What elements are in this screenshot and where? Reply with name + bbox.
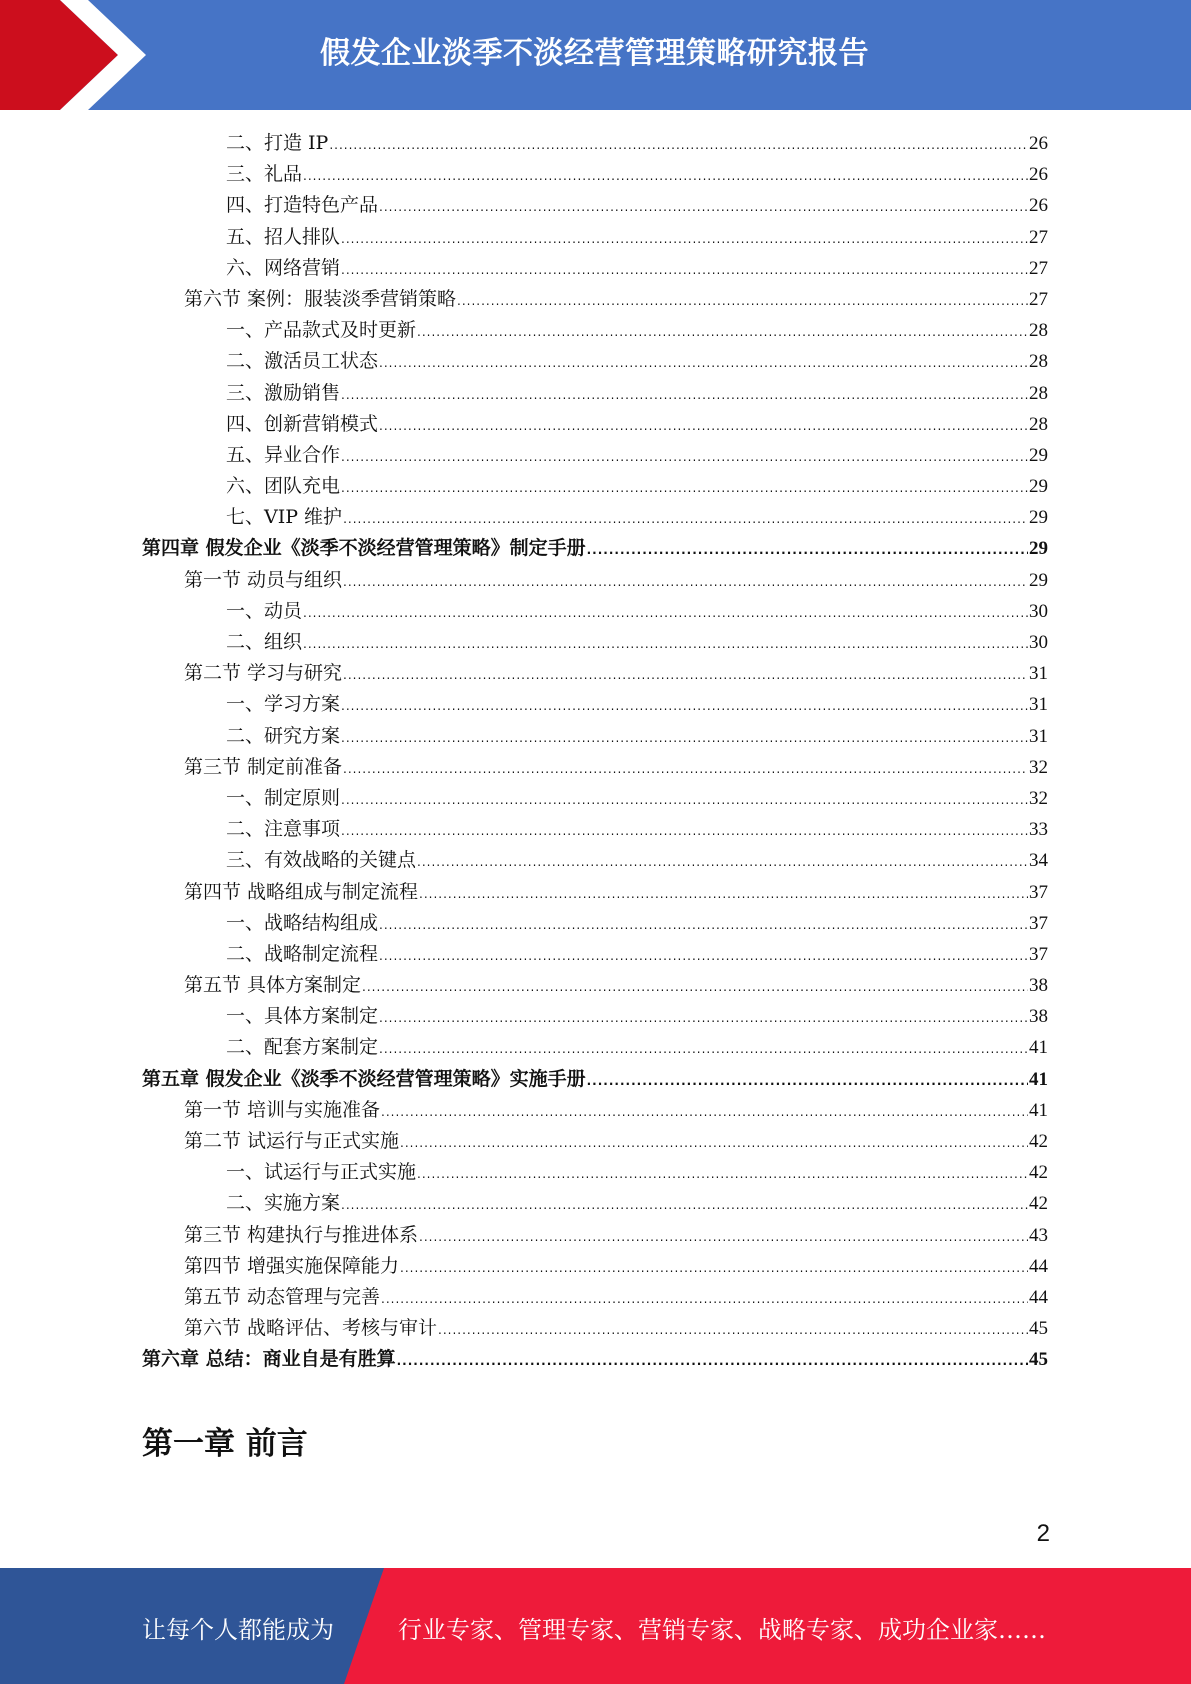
toc-entry[interactable] <box>142 409 1048 440</box>
toc-dot-leader <box>341 380 1028 411</box>
toc-dot-leader <box>343 504 1028 535</box>
toc-entry[interactable] <box>142 1157 1048 1188</box>
toc-entry-label: 第五章 假发企业《淡季不淡经营管理策略》实施手册 <box>142 1067 586 1090</box>
toc-entry-label: 第五节 动态管理与完善 <box>184 1285 381 1308</box>
toc-dot-leader <box>587 1066 1028 1097</box>
toc-entry-label: 第四节 战略组成与制定流程 <box>184 880 419 903</box>
toc-entry-label: 第五节 具体方案制定 <box>184 974 362 997</box>
toc-entry-page: 26 <box>1029 164 1048 186</box>
toc-dot-leader <box>379 192 1028 223</box>
toc-entry-page: 32 <box>1029 787 1048 809</box>
toc-entry[interactable] <box>142 908 1048 939</box>
toc-entry-label: 二、研究方案 <box>226 724 341 747</box>
toc-entry-page: 31 <box>1029 725 1048 747</box>
toc-entry[interactable] <box>142 939 1048 970</box>
toc-entry-page: 32 <box>1029 756 1048 778</box>
toc-entry-label: 七、VIP 维护 <box>226 506 343 529</box>
toc-entry-page: 29 <box>1029 444 1048 466</box>
toc-entry-page: 28 <box>1029 382 1048 404</box>
toc-entry-page: 29 <box>1029 507 1048 529</box>
toc-dot-leader <box>438 1315 1028 1346</box>
toc-dot-leader <box>341 224 1028 255</box>
toc-dot-leader <box>417 1159 1028 1190</box>
toc-entry[interactable] <box>142 565 1048 596</box>
toc-entry-page: 41 <box>1029 1037 1048 1059</box>
report-title: 假发企业淡季不淡经营管理策略研究报告 <box>320 36 869 71</box>
toc-entry-label: 一、制定原则 <box>226 786 341 809</box>
toc-entry-label: 二、配套方案制定 <box>226 1036 379 1059</box>
toc-entry-label: 第一节 培训与实施准备 <box>184 1098 381 1121</box>
toc-entry[interactable] <box>142 440 1048 471</box>
toc-entry-page: 45 <box>1029 1349 1048 1371</box>
toc-entry-page: 34 <box>1029 850 1048 872</box>
toc-entry[interactable] <box>142 970 1048 1001</box>
toc-entry-label: 五、异业合作 <box>226 443 341 466</box>
toc-dot-leader <box>381 1097 1028 1128</box>
toc-entry-page: 37 <box>1029 881 1048 903</box>
toc-entry-page: 37 <box>1029 912 1048 934</box>
toc-entry-label: 一、具体方案制定 <box>226 1005 379 1028</box>
page-footer-banner <box>0 1568 1191 1684</box>
toc-dot-leader <box>419 1222 1028 1253</box>
toc-entry-page: 41 <box>1029 1099 1048 1121</box>
toc-entry-label: 一、学习方案 <box>226 693 341 716</box>
toc-entry[interactable] <box>142 128 1048 159</box>
toc-entry[interactable] <box>142 877 1048 908</box>
toc-entry[interactable] <box>142 253 1048 284</box>
toc-dot-leader <box>379 941 1028 972</box>
toc-entry-page: 42 <box>1029 1193 1048 1215</box>
toc-entry[interactable] <box>142 1344 1048 1375</box>
toc-dot-leader <box>397 1346 1028 1377</box>
toc-entry[interactable] <box>142 1220 1048 1251</box>
toc-entry-label: 第四章 假发企业《淡季不淡经营管理策略》制定手册 <box>142 537 586 560</box>
toc-entry[interactable] <box>142 658 1048 689</box>
toc-entry[interactable] <box>142 284 1048 315</box>
toc-entry[interactable] <box>142 814 1048 845</box>
toc-entry[interactable] <box>142 346 1048 377</box>
toc-entry-label: 第六节 战略评估、考核与审计 <box>184 1317 438 1340</box>
toc-entry[interactable] <box>142 1126 1048 1157</box>
toc-entry[interactable] <box>142 845 1048 876</box>
toc-entry[interactable] <box>142 1251 1048 1282</box>
toc-entry-page: 33 <box>1029 819 1048 841</box>
toc-entry-page: 41 <box>1029 1068 1048 1090</box>
toc-entry-page: 27 <box>1029 288 1048 310</box>
toc-entry-page: 37 <box>1029 943 1048 965</box>
toc-entry-page: 31 <box>1029 694 1048 716</box>
toc-entry-label: 三、有效战略的关键点 <box>226 849 417 872</box>
toc-entry-page: 28 <box>1029 413 1048 435</box>
chapter-heading: 第一章 前言 <box>142 1426 308 1462</box>
toc-entry-page: 27 <box>1029 226 1048 248</box>
toc-entry[interactable] <box>142 1064 1048 1095</box>
toc-entry-label: 二、组织 <box>226 631 303 653</box>
toc-entry-page: 30 <box>1029 600 1048 622</box>
toc-entry-page: 26 <box>1029 133 1048 154</box>
toc-entry-page: 28 <box>1029 320 1048 342</box>
toc-entry[interactable] <box>142 689 1048 720</box>
toc-entry-label: 一、试运行与正式实施 <box>226 1161 417 1184</box>
toc-entry-label: 第一节 动员与组织 <box>184 568 343 591</box>
toc-dot-leader <box>400 1253 1028 1284</box>
toc-entry[interactable] <box>142 783 1048 814</box>
toc-entry-label: 六、团队充电 <box>226 475 341 498</box>
toc-dot-leader <box>341 785 1028 816</box>
toc-entry-page: 38 <box>1029 975 1048 997</box>
toc-entry[interactable] <box>142 627 1048 658</box>
toc-dot-leader <box>341 473 1028 504</box>
toc-entry[interactable] <box>142 315 1048 346</box>
toc-entry[interactable] <box>142 159 1048 190</box>
toc-entry-label: 三、礼品 <box>226 163 303 186</box>
page-header-banner <box>0 0 1191 110</box>
toc-entry-page: 29 <box>1029 476 1048 498</box>
toc-dot-leader <box>303 161 1028 192</box>
toc-entry-label: 二、注意事项 <box>226 818 341 841</box>
toc-entry[interactable] <box>142 378 1048 409</box>
toc-dot-leader <box>381 1284 1028 1315</box>
toc-entry-page: 44 <box>1029 1286 1048 1308</box>
toc-entry-page: 43 <box>1029 1224 1048 1246</box>
toc-entry-label: 第二节 试运行与正式实施 <box>184 1130 400 1152</box>
toc-entry-label: 一、产品款式及时更新 <box>226 319 417 342</box>
toc-entry-label: 第三节 制定前准备 <box>184 755 343 778</box>
toc-dot-leader <box>303 629 1028 660</box>
toc-entry-page: 30 <box>1029 632 1048 653</box>
footer-slogan-right: 行业专家、管理专家、营销专家、战略专家、成功企业家…… <box>398 1616 1046 1644</box>
toc-entry-page: 29 <box>1029 538 1048 560</box>
toc-entry-page: 31 <box>1029 663 1048 685</box>
toc-entry-label: 二、打造 IP <box>226 132 329 154</box>
toc-dot-leader <box>400 1128 1028 1159</box>
toc-entry-page: 27 <box>1029 257 1048 279</box>
toc-dot-leader <box>341 691 1028 722</box>
toc-entry[interactable] <box>142 752 1048 783</box>
toc-dot-leader <box>341 723 1028 754</box>
page-number: 2 <box>1036 1520 1050 1547</box>
toc-entry-page: 38 <box>1029 1006 1048 1028</box>
toc-dot-leader <box>587 535 1028 566</box>
toc-entry-page: 28 <box>1029 351 1048 373</box>
toc-dot-leader <box>379 910 1028 941</box>
toc-entry-label: 二、实施方案 <box>226 1192 341 1215</box>
toc-entry-label: 六、网络营销 <box>226 256 341 279</box>
toc-dot-leader <box>379 411 1028 442</box>
toc-entry-label: 五、招人排队 <box>226 225 341 248</box>
toc-dot-leader <box>329 130 1028 161</box>
toc-dot-leader <box>417 317 1028 348</box>
toc-entry[interactable] <box>142 1001 1048 1032</box>
footer-slogan-left: 让每个人都能成为 <box>142 1616 334 1644</box>
toc-entry-label: 第六章 总结：商业自是有胜算 <box>142 1348 396 1371</box>
toc-dot-leader <box>457 286 1028 317</box>
toc-entry-page: 29 <box>1029 569 1048 591</box>
toc-entry[interactable] <box>142 471 1048 502</box>
toc-entry-label: 二、战略制定流程 <box>226 942 379 965</box>
toc-entry[interactable] <box>142 1095 1048 1126</box>
toc-entry-page: 42 <box>1029 1131 1048 1152</box>
toc-dot-leader <box>343 754 1028 785</box>
toc-dot-leader <box>343 567 1028 598</box>
toc-entry-label: 第四节 增强实施保障能力 <box>184 1254 400 1277</box>
toc-entry-label: 一、动员 <box>226 599 303 622</box>
toc-entry-label: 第六节 案例：服装淡季营销策略 <box>184 287 457 310</box>
toc-dot-leader <box>341 816 1028 847</box>
header-arrow-decoration <box>0 0 180 110</box>
toc-entry[interactable] <box>142 1282 1048 1313</box>
toc-entry[interactable] <box>142 533 1048 564</box>
toc-entry[interactable] <box>142 596 1048 627</box>
toc-entry-page: 26 <box>1029 195 1048 217</box>
toc-entry[interactable] <box>142 1313 1048 1344</box>
toc-dot-leader <box>417 847 1028 878</box>
toc-dot-leader <box>341 1190 1028 1221</box>
toc-dot-leader <box>379 348 1028 379</box>
toc-entry-label: 一、战略结构组成 <box>226 911 379 934</box>
toc-entry[interactable] <box>142 502 1048 533</box>
toc-entry-page: 42 <box>1029 1162 1048 1184</box>
toc-dot-leader <box>341 255 1028 286</box>
toc-dot-leader <box>379 1034 1028 1065</box>
toc-entry-label: 第三节 构建执行与推进体系 <box>184 1223 419 1246</box>
toc-dot-leader <box>362 972 1028 1003</box>
toc-dot-leader <box>379 1003 1028 1034</box>
toc-entry[interactable] <box>142 1188 1048 1219</box>
toc-entry-label: 二、激活员工状态 <box>226 350 379 373</box>
toc-entry-page: 45 <box>1029 1318 1048 1340</box>
toc-entry-label: 三、激励销售 <box>226 381 341 404</box>
toc-entry-page: 44 <box>1029 1255 1048 1277</box>
table-of-contents <box>142 128 1048 1376</box>
toc-dot-leader <box>341 442 1028 473</box>
toc-entry-label: 四、创新营销模式 <box>226 412 379 435</box>
toc-dot-leader <box>343 660 1028 691</box>
toc-entry[interactable] <box>142 190 1048 221</box>
toc-entry-label: 四、打造特色产品 <box>226 194 379 217</box>
toc-entry[interactable] <box>142 721 1048 752</box>
toc-dot-leader <box>419 879 1028 910</box>
toc-dot-leader <box>303 598 1028 629</box>
toc-entry-label: 第二节 学习与研究 <box>184 662 343 685</box>
toc-entry[interactable] <box>142 222 1048 253</box>
toc-entry[interactable] <box>142 1032 1048 1063</box>
